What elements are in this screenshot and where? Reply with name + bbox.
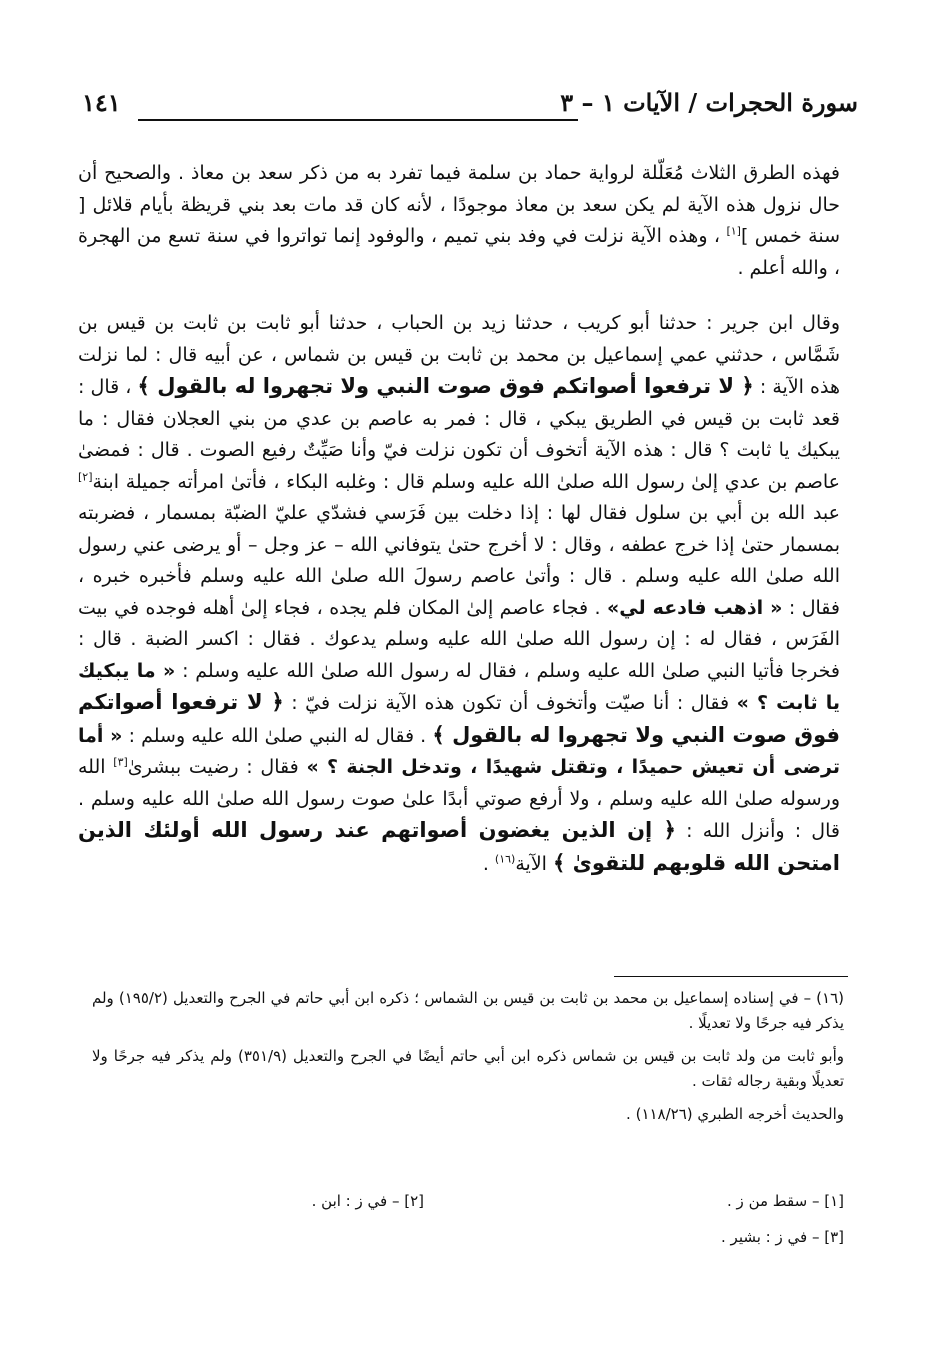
variant-note-3: [٣] – في ز : بشير . — [721, 1228, 844, 1246]
page-number: ١٤١ — [82, 88, 121, 117]
running-title: سورة الحجرات / الآيات ١ – ٣ — [560, 88, 858, 117]
paragraph-2 — [78, 308, 840, 880]
footnote-rule — [614, 976, 848, 977]
hadith-quote-2: « ما يبكيك يا ثابت ؟ » — [78, 659, 840, 714]
header-rule — [138, 119, 578, 121]
paragraph-2-text-f: . فقال له النبي صلىٰ الله عليه وسلم : — [122, 724, 433, 747]
paragraph-1 — [78, 158, 840, 284]
variant-note-2: [٢] – في ز : ابن . — [311, 1192, 424, 1210]
paragraph-2-text-h: الله ورسوله صلىٰ الله عليه وسلم ، ولا أرفع صوتي أبدًا علىٰ صوت رسول الله صلىٰ الله عليه وسلم . قال : وأنزل الله : — [78, 756, 840, 842]
paragraph-2-text-i: الآية — [515, 852, 553, 875]
footnote-16-continued: وأبو ثابت من ولد ثابت بن قيس بن شماس ذكره ابن أبي حاتم أيضًا في الجرح والتعديل (٣٥١/٩) ولم يذكر فيه جرحًا ولا تعديلًا وبقية رجاله ثقات . — [92, 1047, 844, 1090]
paragraph-2-text-b: ، قال : قعد ثابت بن قيس في الطريق يبكي ، قال : فمر به عاصم بن عدي من بني العجلان فقال : ما يبكيك يا ثابت ؟ قال : هذه الآية أتخوف أن تكون نزلت فيّ وأنا صَيِّتٌ رفيع الصوت . قال : فمضىٰ عاصم بن عدي إلىٰ رسول الله صلىٰ الله عليه وسلم قال : وغلبه البكاء ، فأتىٰ امرأته جميلة ابنة — [78, 376, 840, 493]
paragraph-1-text: فهذه الطرق الثلاث مُعَلّلة لرواية حماد بن سلمة فيما تفرد به من ذكر سعد بن معاذ . والصحيح أن حال نزول هذه الآية لم يكن سعد بن معاذ موجودًا ، لأنه كان قد مات بعد بني قريظة بأيام قلائل [ سنة خمس ] — [78, 162, 840, 247]
footnote-16: (١٦) – في إسناده إسماعيل بن محمد بن ثابت بن قيس بن الشماس ؛ ذكره ابن أبي حاتم في الجرح والتعديل (١٩٥/٢) ولم يذكر فيه جرحًا ولا تعديلًا . — [92, 989, 844, 1032]
paragraph-2-text-d: . فجاء عاصم إلىٰ المكان فلم يجده ، فجاء إلىٰ أهله فوجده في بيت الفَرَس ، فقال له : إن رسول الله صلىٰ الله عليه وسلم يدعوك . فقال : اكسر الضبة . قال : فخرجا فأتيا النبي صلىٰ الله عليه وسلم ، فقال له رسول الله صلىٰ الله عليه وسلم : — [78, 596, 840, 682]
variant-ref-3: [٣] — [113, 755, 128, 769]
hadith-quote-3: « أما ترضى أن تعيش حميدًا ، وتقتل شهيدًا ، وتدخل الجنة ؟ » — [78, 724, 840, 778]
paragraph-2-text-g: فقال : رضيت ببشرىٰ — [127, 756, 307, 778]
paragraph-2-text-e: فقال : أنا صيّت وأتخوف أن تكون هذه الآية نزلت فيّ : — [283, 692, 737, 714]
page-header — [82, 88, 858, 128]
paragraph-2-text-c: عبد الله بن أبي بن سلول فقال لها : إذا دخلت بين فَرَسي فشدّي عليّ الضبّة بمسمار ، فضربته بمسمار حتىٰ إذا خرج عطفه ، وقال : لا أخرج حتىٰ يتوفاني الله – عز وجل – أو يرضى عني رسول الله صلىٰ الله عليه وسلم . قال : وأتىٰ عاصم رسولَ الله صلىٰ الله عليه وسلم فأخبره خبره ، فقال : — [78, 502, 840, 619]
footnote-16-source: والحديث أخرجه الطبري (١١٨/٢٦) . — [626, 1105, 844, 1123]
variant-ref-2: [٢] — [78, 470, 93, 484]
hadith-quote-1: « اذهب فادعه لي» — [607, 596, 783, 619]
footnotes — [92, 986, 844, 1135]
paragraph-1-end: ، وهذه الآية نزلت في وفد بني تميم ، والوفود إنما تواتروا في سنة تسع من الهجرة ، والله أعلم . — [78, 225, 840, 279]
main-text — [78, 158, 840, 880]
quran-quote-2: ﴿ لا ترفعوا أصواتكم فوق صوت النبي ولا تجهروا له بالقول ﴾ — [78, 690, 840, 747]
variant-note-1: [١] – سقط من ز . — [727, 1192, 844, 1210]
footnote-ref-16: (١٦) — [494, 852, 516, 866]
quran-quote-1: ﴿ لا ترفعوا أصواتكم فوق صوت النبي ولا تجهروا له بالقول ﴾ — [137, 374, 754, 398]
quran-quote-3: ﴿ إن الذين يغضون أصواتهم عند رسول الله أولئك الذين امتحن الله قلوبهم للتقوىٰ ﴾ — [78, 818, 840, 875]
paragraph-2-intro: وقال ابن جرير : حدثنا أبو كريب ، حدثنا زيد بن الحباب ، حدثنا أبو ثابت بن ثابت بن قيس بن شَمَّاس ، حدثني عمي إسماعيل بن محمد بن ثابت بن قيس بن شماس ، عن أبيه قال : لما نزلت هذه الآية : — [78, 312, 840, 398]
variant-ref-1: [١] — [726, 224, 741, 238]
manuscript-variants — [240, 1192, 844, 1262]
paragraph-2-end: . — [482, 852, 495, 875]
